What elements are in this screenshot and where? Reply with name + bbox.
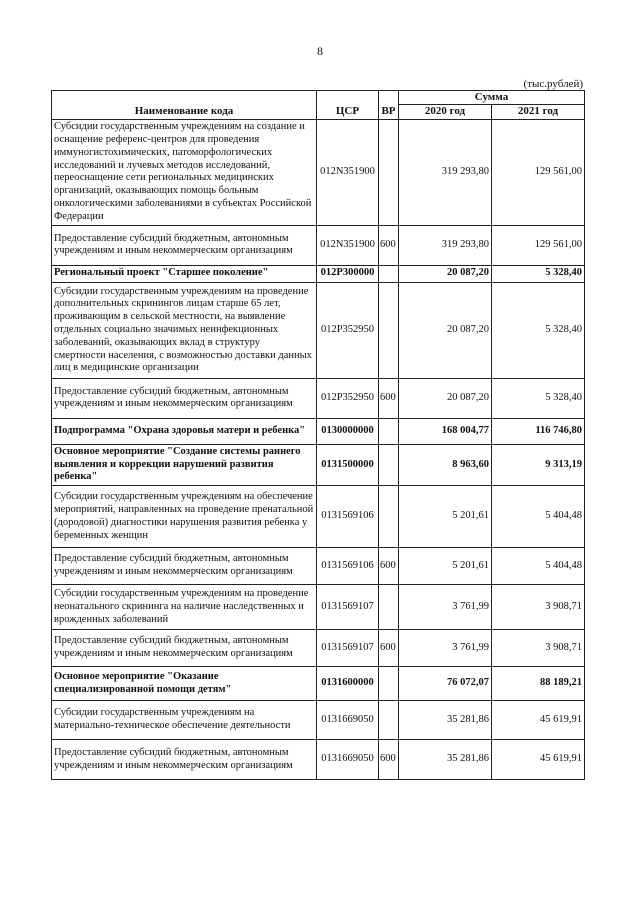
row-csr: 0131669050 [317,701,379,740]
row-value-2020: 5 201,61 [399,486,492,548]
row-value-2021: 129 561,00 [492,225,585,265]
row-name: Подпрограмма "Охрана здоровья матери и ребенка" [52,418,317,444]
row-vr [379,418,399,444]
row-vr: 600 [379,548,399,585]
table-row [52,548,585,585]
row-csr: 012P352950 [317,282,379,378]
row-csr: 0131500000 [317,444,379,485]
table-row [52,701,585,740]
header-name: Наименование кода [52,91,317,120]
row-vr: 600 [379,378,399,418]
row-vr [379,282,399,378]
row-vr [379,486,399,548]
row-value-2021: 88 189,21 [492,667,585,701]
row-csr: 012N351900 [317,225,379,265]
header-vr: ВР [379,91,399,120]
row-vr: 600 [379,225,399,265]
table-row [52,667,585,701]
header-year-2021: 2021 год [492,105,585,119]
row-value-2021: 3 908,71 [492,630,585,667]
row-value-2021: 129 561,00 [492,119,585,225]
row-value-2020: 35 281,86 [399,740,492,780]
row-name: Субсидии государственным учреждениям на создание и оснащение референс-центров для проведения иммуногистохимических, патоморфологических исследований и лучевых методов исследований, переоснащение сети региональных медицинских организаций, оказывающих помощь больным онкологическими заболеваниями в субъектах Российской Федерации [52,119,317,225]
table-row [52,225,585,265]
row-value-2020: 3 761,99 [399,585,492,630]
budget-table [51,90,585,780]
row-vr: 600 [379,630,399,667]
row-value-2020: 168 004,77 [399,418,492,444]
table-row [52,740,585,780]
row-vr [379,444,399,485]
table-row [52,119,585,225]
row-vr [379,585,399,630]
row-csr: 012N351900 [317,119,379,225]
row-csr: 0131569106 [317,548,379,585]
header-csr: ЦСР [317,91,379,120]
row-value-2021: 45 619,91 [492,740,585,780]
table-row [52,444,585,485]
table-row [52,378,585,418]
row-vr [379,119,399,225]
row-name: Предоставление субсидий бюджетным, автономным учреждениям и иным некоммерческим организациям [52,630,317,667]
row-csr: 0131569106 [317,486,379,548]
row-csr: 0130000000 [317,418,379,444]
row-value-2020: 319 293,80 [399,225,492,265]
table-row [52,585,585,630]
table-row [52,282,585,378]
row-csr: 012P352950 [317,378,379,418]
table-row [52,486,585,548]
row-name: Основное мероприятие "Оказание специализированной помощи детям" [52,667,317,701]
table-row [52,630,585,667]
row-value-2021: 3 908,71 [492,585,585,630]
row-name: Предоставление субсидий бюджетным, автономным учреждениям и иным некоммерческим организациям [52,548,317,585]
page-number: 8 [317,44,323,58]
table-row [52,418,585,444]
row-vr [379,265,399,282]
row-name: Субсидии государственным учреждениям на проведение дополнительных скринингов лицам старше 65 лет, проживающим в сельской местности, на выявление отдельных социально значимых неинфекционных заболеваний, оказывающих вклад в структуру смертности населения, с возможностью доставки данных лиц в медицинские организации [52,282,317,378]
row-csr: 0131569107 [317,585,379,630]
row-value-2020: 20 087,20 [399,265,492,282]
header-sum: Сумма [399,91,585,105]
row-name: Субсидии государственным учреждениям на материально-техническое обеспечение деятельности [52,701,317,740]
row-value-2021: 9 313,19 [492,444,585,485]
row-value-2021: 116 746,80 [492,418,585,444]
row-value-2021: 45 619,91 [492,701,585,740]
table-body [52,119,585,779]
row-name: Региональный проект "Старшее поколение" [52,265,317,282]
row-value-2020: 76 072,07 [399,667,492,701]
row-csr: 012P300000 [317,265,379,282]
row-value-2020: 3 761,99 [399,630,492,667]
table-row [52,265,585,282]
row-csr: 0131600000 [317,667,379,701]
row-value-2021: 5 404,48 [492,548,585,585]
row-vr: 600 [379,740,399,780]
row-name: Субсидии государственным учреждениям на обеспечение мероприятий, направленных на проведение пренатальной (дородовой) диагностики нарушения развития ребенка у беременных женщин [52,486,317,548]
row-name: Субсидии государственным учреждениям на проведение неонатального скрининга на наличие наследственных и врожденных заболеваний [52,585,317,630]
row-vr [379,701,399,740]
row-csr: 0131569107 [317,630,379,667]
row-vr [379,667,399,701]
row-name: Основное мероприятие "Создание системы раннего выявления и коррекции нарушений развития ребенка" [52,444,317,485]
row-name: Предоставление субсидий бюджетным, автономным учреждениям и иным некоммерческим организациям [52,740,317,780]
row-value-2021: 5 328,40 [492,265,585,282]
row-value-2020: 20 087,20 [399,282,492,378]
row-value-2020: 8 963,60 [399,444,492,485]
row-value-2020: 20 087,20 [399,378,492,418]
row-value-2020: 5 201,61 [399,548,492,585]
row-value-2021: 5 404,48 [492,486,585,548]
row-csr: 0131669050 [317,740,379,780]
row-value-2021: 5 328,40 [492,282,585,378]
row-value-2020: 319 293,80 [399,119,492,225]
row-value-2020: 35 281,86 [399,701,492,740]
row-name: Предоставление субсидий бюджетным, автономным учреждениям и иным некоммерческим организациям [52,225,317,265]
row-value-2021: 5 328,40 [492,378,585,418]
row-name: Предоставление субсидий бюджетным, автономным учреждениям и иным некоммерческим организациям [52,378,317,418]
units-label: (тыс.рублей) [523,78,583,90]
header-year-2020: 2020 год [399,105,492,119]
